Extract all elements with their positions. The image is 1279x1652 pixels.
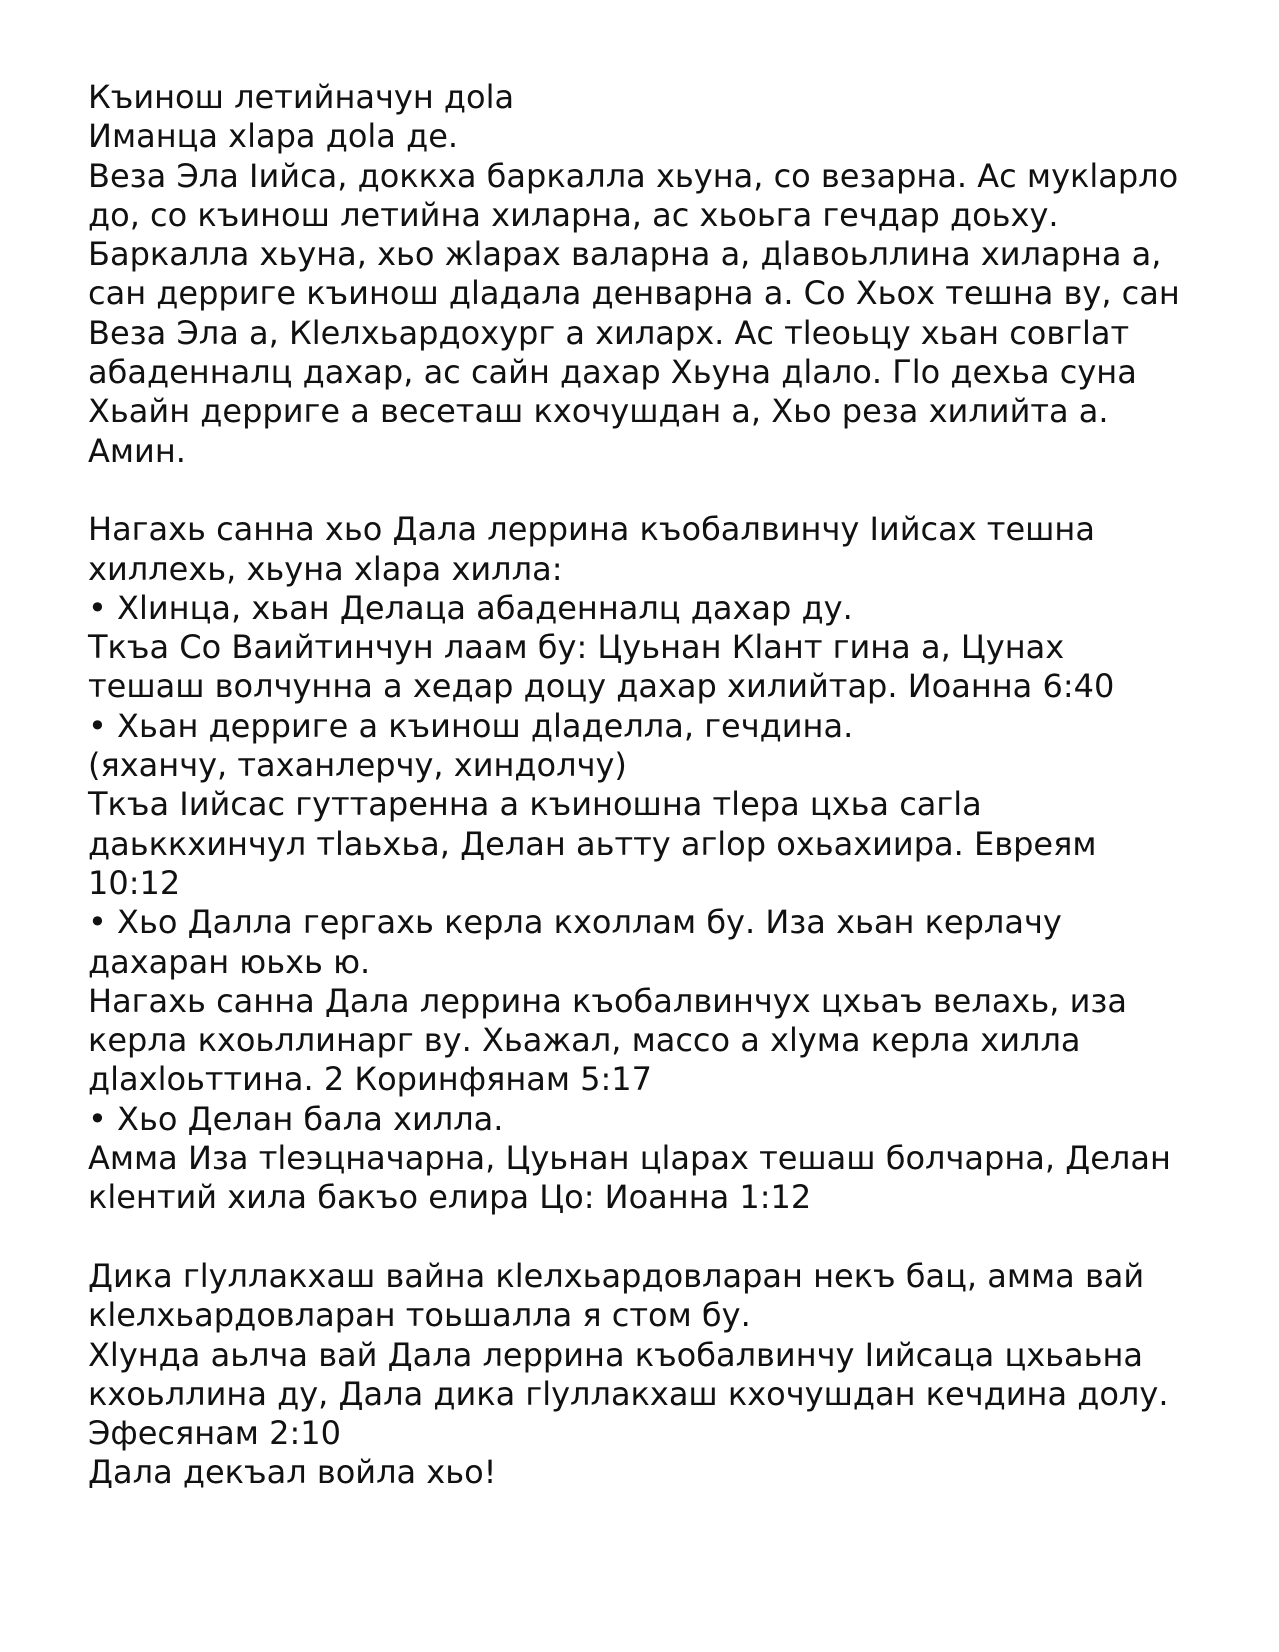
assurance-section: [88, 510, 1218, 1217]
verse-line: керла кхоьллинарг ву. Хьажал, массо а хlума керла хилла: [88, 1021, 1081, 1060]
verse-line: Ткъа Со Ваийтинчун лаам бу: Цуьнан Кlант гина а, Цунах: [88, 628, 1065, 667]
prayer-line: абаденналц дахар, ас сайн дахар Хьуна дlало. Гlо дехьа суна: [88, 353, 1137, 392]
section-line: Нагахь санна хьо Дала леррина къобалвинчу Іийсах тешна: [88, 510, 1095, 549]
section-line: Дика гlуллакхаш вайна кlелхьардовларан некъ бац, амма вай: [88, 1256, 1145, 1295]
verse-line: Нагахь санна Дала леррина къобалвинчух цхьаъ велахь, иза: [88, 981, 1127, 1020]
prayer-line: до, со къинош летийна хиларна, ас хьоьга гечдар доьху.: [88, 195, 1059, 234]
prayer-line: Веза Эла Іийса, доккха баркалла хьуна, со везарна. Ас мукlарло: [88, 156, 1179, 195]
prayer-line: Веза Эла а, Кlелхьардохург а хиларх. Ас тlеоьцу хьан совгlат: [88, 313, 1130, 352]
verse-line: Ткъа Іийсас гуттаренна а къиношна тlера цхьа сагlа: [88, 785, 982, 824]
section-line: хиллехь, хьуна хlара хилла:: [88, 549, 563, 588]
bullet-item: • Хlинца, хьан Делаца абаденналц дахар ду.: [88, 588, 853, 627]
paragraph-spacer: [88, 1218, 1218, 1257]
verse-line: Хlунда аьлча вай Дала леррина къобалвинчу Іийсаца цхьаьна: [88, 1335, 1144, 1374]
document-title: Къинош летийначун доlа: [88, 78, 515, 116]
paragraph-spacer: [88, 471, 1218, 510]
bullet-item: • Хьо Делан бала хилла.: [88, 1099, 504, 1138]
verse-line: кхоьллина ду, Дала дика гlуллакхаш кхочушдан кечдина долу.: [88, 1374, 1169, 1413]
bullet-item: • Хьо Далла гергахь керла кхоллам бу. Иза хьан керлачу: [88, 903, 1062, 942]
bullet-item: • Хьан дерриге а къинош дlаделла, гечдина.: [88, 706, 854, 745]
verse-line: Эфесянам 2:10: [88, 1414, 341, 1453]
prayer-line: Хьайн дерриге а весеташ кхочушдан а, Хьо реза хилийта а.: [88, 392, 1109, 431]
closing-blessing: Дала декъал войла хьо!: [88, 1453, 497, 1492]
prayer-paragraph: [88, 157, 1218, 471]
section-line: кlелхьардовларан тоьшалла я стом бу.: [88, 1296, 751, 1335]
prayer-line: сан дерриге къинош дlадала денварна а. Со Хьох тешна ву, сан: [88, 274, 1180, 313]
document-subtitle: Иманца хlара доlа де.: [88, 117, 459, 156]
prayer-line: Амин.: [88, 431, 186, 470]
verse-line: даьккхинчул тlаьхьа, Делан аьтту агlор охьахиира. Евреям: [88, 824, 1097, 863]
verse-line: дlахlоьттина. 2 Коринфянам 5:17: [88, 1060, 653, 1099]
verse-line: тешаш волчунна а хедар доцу дахар хилийтар. Иоанна 6:40: [88, 667, 1115, 706]
section-line: дахаран юьхь ю.: [88, 942, 371, 981]
section-line: (яханчу, таханлерчу, хиндолчу): [88, 746, 627, 785]
good-works-section: [88, 1257, 1218, 1493]
verse-line: 10:12: [88, 863, 181, 902]
verse-line: Амма Иза тlеэцначарна, Цуьнан цlарах тешаш болчарна, Делан: [88, 1139, 1171, 1178]
document-page: [88, 78, 1218, 1493]
verse-line: кlентий хила бакъо елира Цо: Иоанна 1:12: [88, 1178, 812, 1217]
prayer-line: Баркалла хьуна, хьо жlарах валарна а, дlавоьллина хиларна а,: [88, 235, 1162, 274]
